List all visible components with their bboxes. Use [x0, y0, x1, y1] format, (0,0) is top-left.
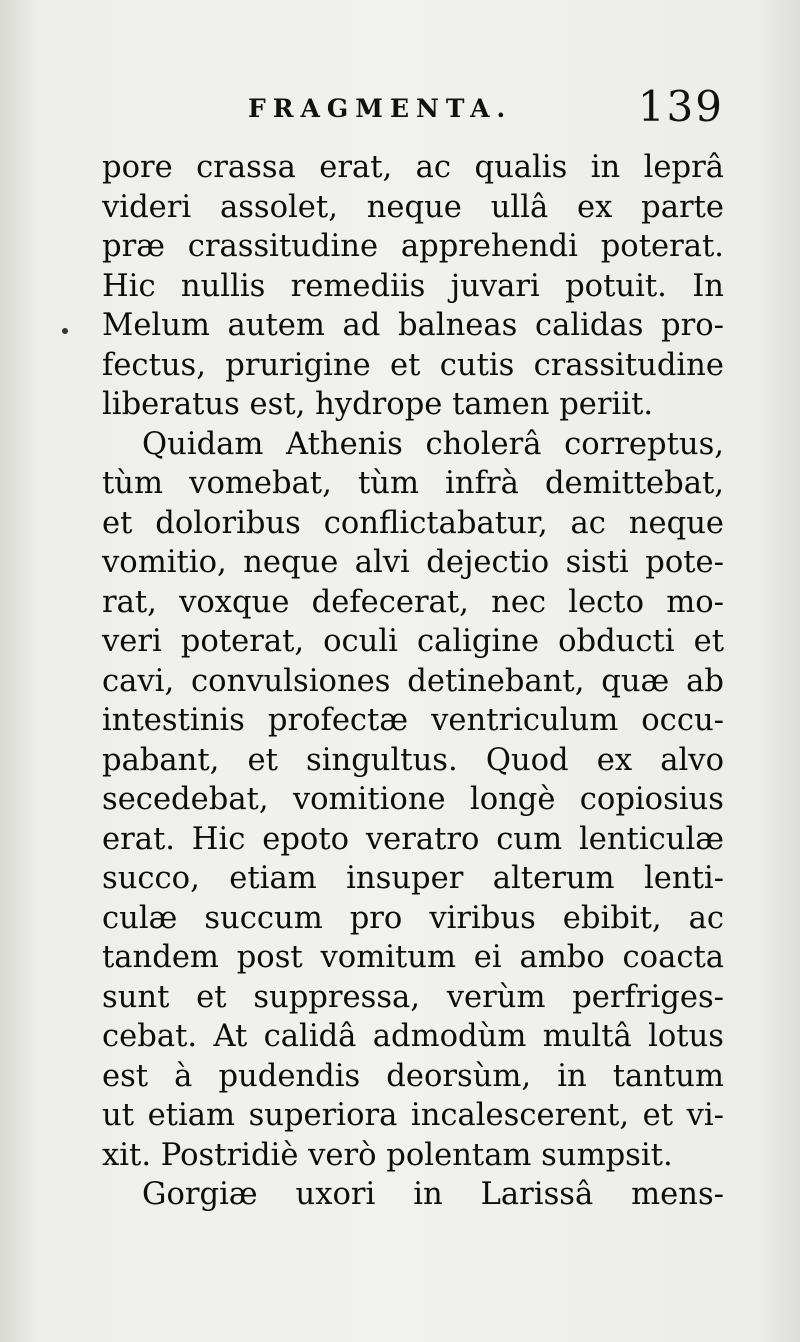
text-line: vomitio, neque alvi dejectio sisti pote-	[102, 545, 724, 580]
page-header	[100, 82, 730, 132]
text-line: tandem post vomitum ei ambo coacta	[102, 940, 724, 975]
text-line: rat, voxque defecerat, nec lecto mo-	[102, 584, 724, 620]
text-line: cavi, convulsiones detinebant, quæ ab	[102, 663, 724, 699]
text-line: culæ succum pro viribus ebibit, ac	[102, 900, 724, 936]
text-line: et doloribus conflictabatur, ac neque	[102, 505, 724, 541]
body-text	[102, 148, 724, 1215]
text-line: Quidam Athenis cholerâ correptus,	[142, 426, 724, 462]
text-line: Hic nullis remediis juvari potuit. In	[102, 268, 724, 304]
text-line: præ crassitudine apprehendi poterat.	[102, 229, 724, 264]
margin-mark-dot	[62, 328, 68, 334]
text-line: cebat. At calidâ admodùm multâ lotus	[102, 1019, 724, 1054]
text-line: succo, etiam insuper alterum lenti-	[102, 861, 724, 896]
text-line: Melum autem ad balneas calidas pro-	[102, 308, 724, 343]
page-number: 139	[637, 82, 724, 131]
text-line: xit. Postridiè verò polentam sumpsit.	[102, 1137, 673, 1173]
text-line: secedebat, vomitione longè copiosius	[102, 782, 724, 817]
text-line: Gorgiæ uxori in Larissâ mens-	[142, 1177, 724, 1212]
text-line: intestinis profectæ ventriculum occu-	[102, 703, 724, 738]
text-line: fectus, prurigine et cutis crassitudine	[102, 347, 724, 383]
text-line: sunt et suppressa, verùm perfriges-	[102, 979, 724, 1015]
text-line: pabant, et singultus. Quod ex alvo	[102, 742, 724, 778]
text-line: videri assolet, neque ullâ ex parte	[102, 189, 724, 225]
text-line: erat. Hic epoto veratro cum lenticulæ	[102, 821, 724, 857]
running-title: FRAGMENTA.	[248, 94, 513, 123]
text-line: liberatus est, hydrope tamen periit.	[102, 387, 654, 422]
text-line: veri poterat, oculi caligine obducti et	[102, 624, 724, 659]
text-line: tùm vomebat, tùm infrà demittebat,	[102, 466, 724, 501]
text-line: pore crassa erat, ac qualis in leprâ	[102, 150, 724, 185]
text-line: est à pudendis deorsùm, in tantum	[102, 1058, 724, 1094]
text-line: ut etiam superiora incalescerent, et vi-	[102, 1098, 724, 1133]
